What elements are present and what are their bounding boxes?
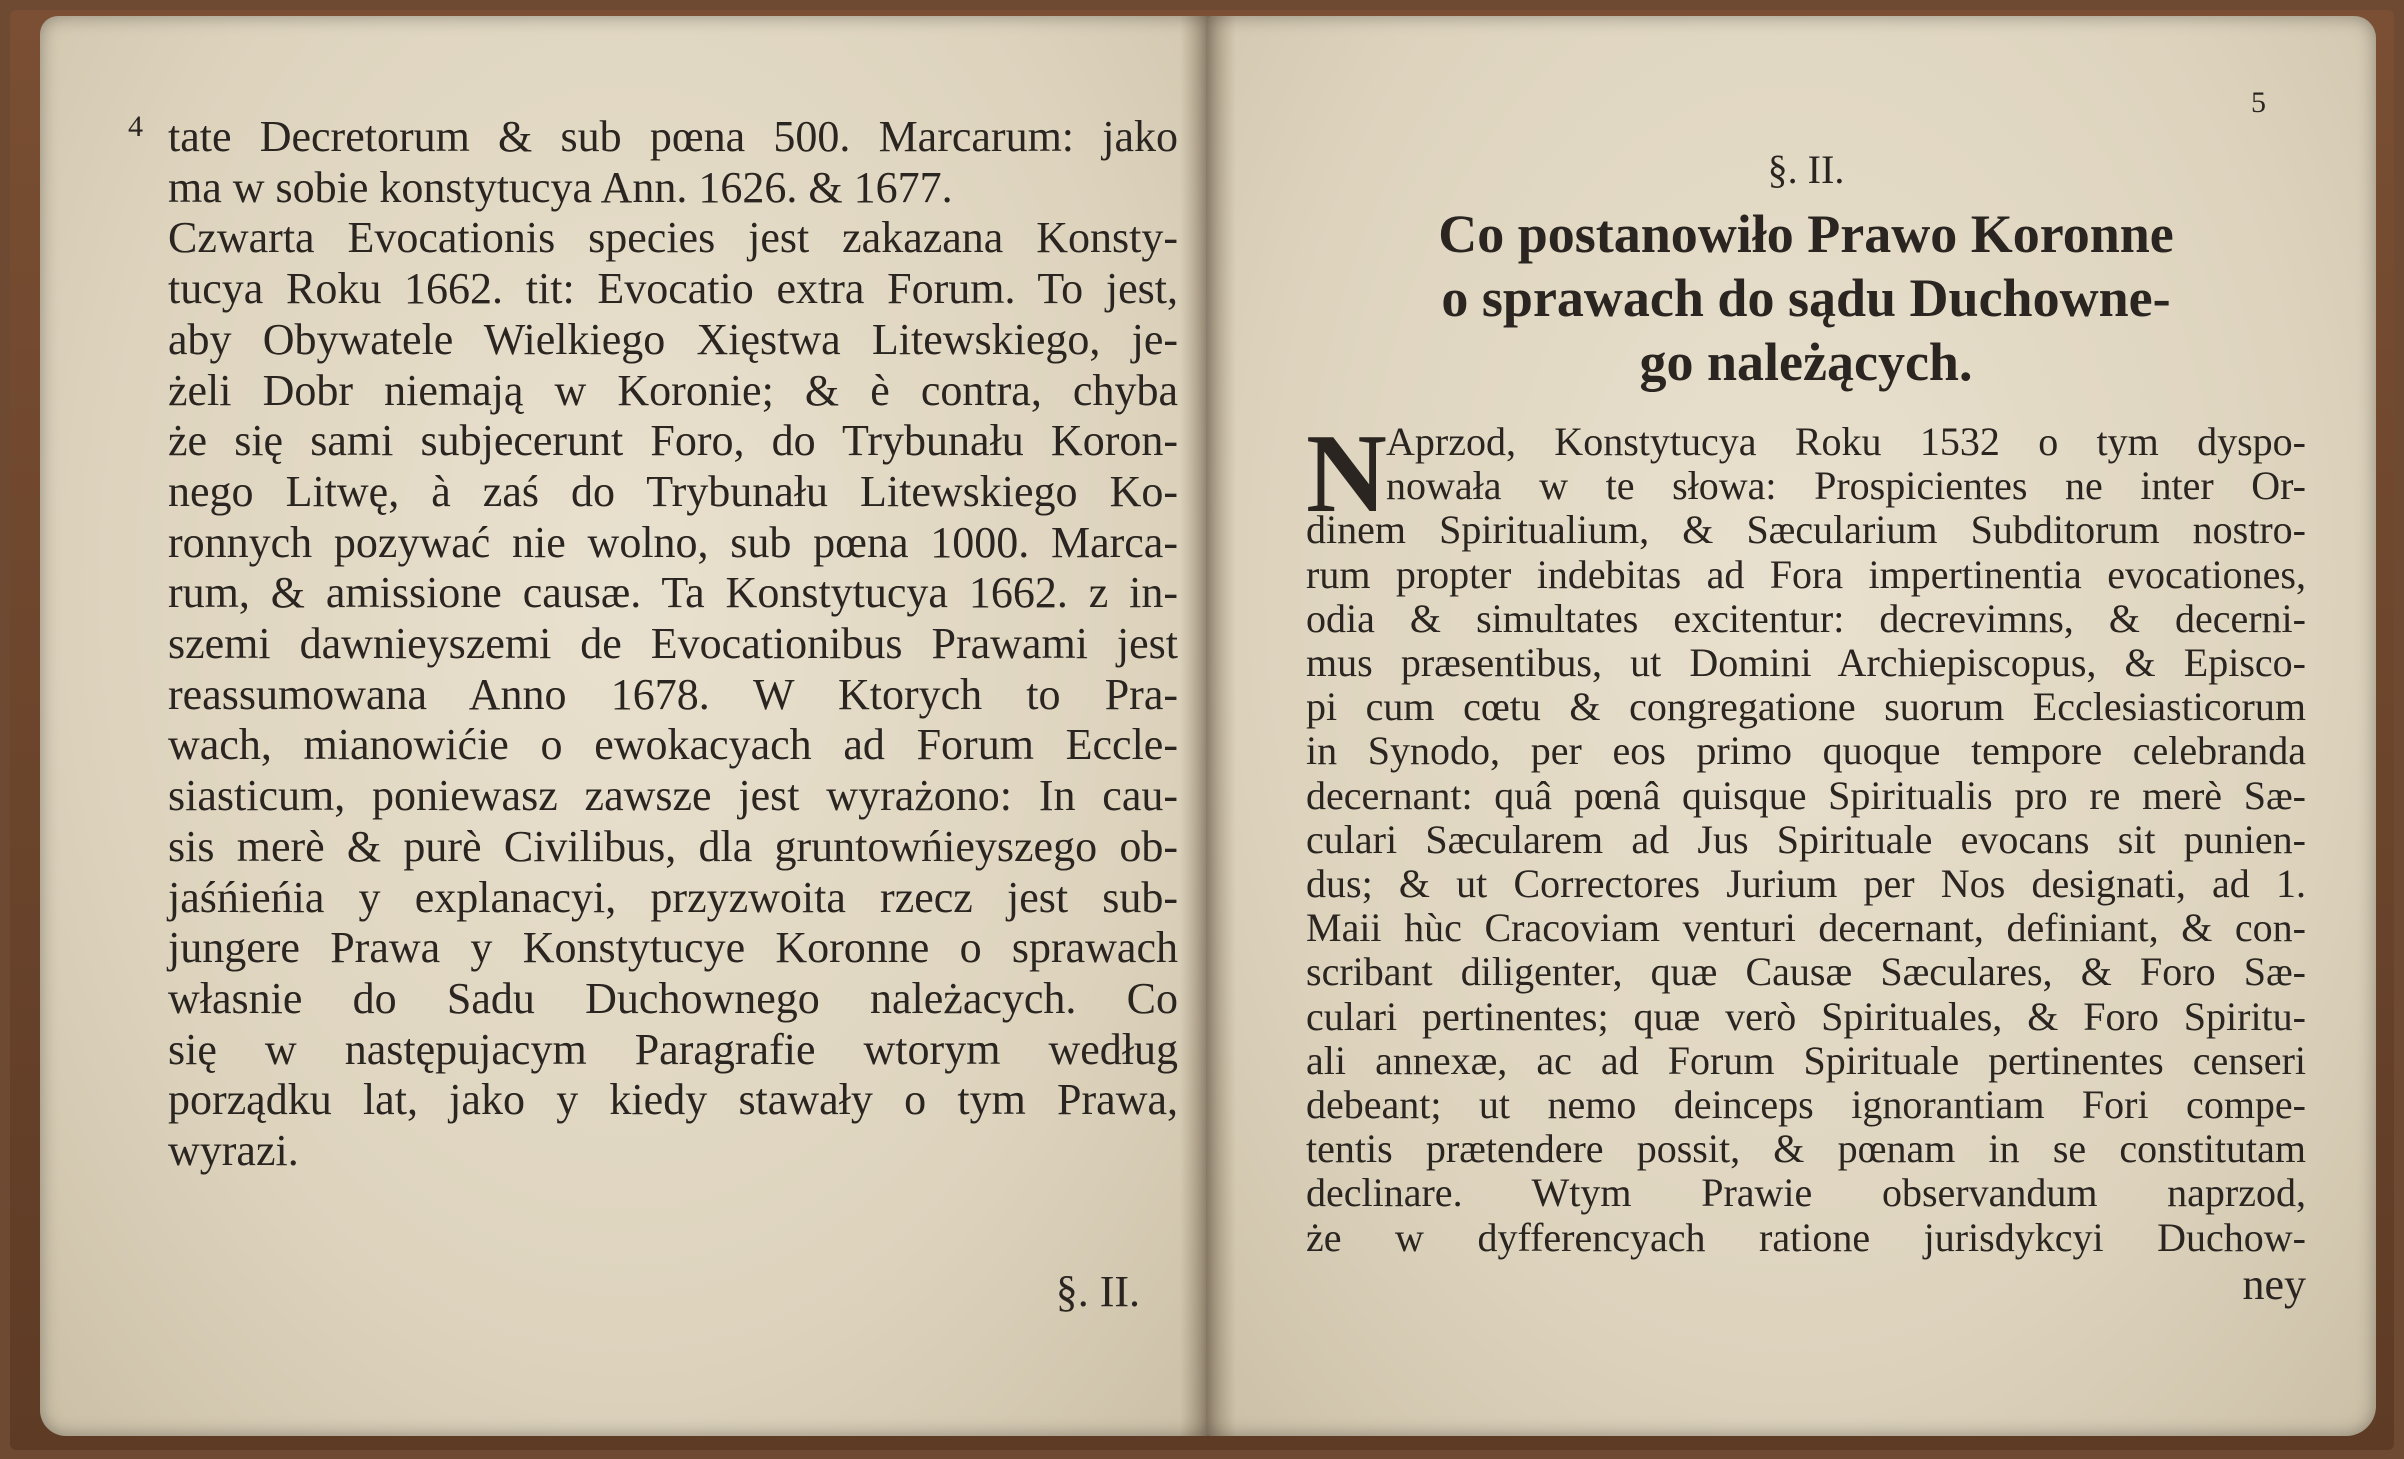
text-line: ronnych pozywać nie wolno, sub pœna 1000. Marca- xyxy=(168,517,1178,567)
left-page-text xyxy=(168,112,1178,1177)
text-line: żeli Dobr niemają w Koronie; & è contra, chyba xyxy=(168,365,1178,415)
right-page xyxy=(1206,16,2376,1436)
text-line: culari pertinentes; quæ verò Spirituales, & Foro Spiritu- xyxy=(1306,993,2306,1039)
text-line: rum, & amissione causæ. Ta Konstytucya 1662. z in- xyxy=(168,568,1178,618)
text-line: scribant diligenter, quæ Causæ Sæculares, & Foro Sæ- xyxy=(1306,949,2306,995)
text-line: że w dyfferencyach ratione jurisdykcyi Duchow- xyxy=(1306,1214,2306,1260)
left-section-mark: §. II. xyxy=(1055,1267,1140,1316)
text-line: jaśńieńia y explanacyi, przyzwoita rzecz jest sub- xyxy=(168,872,1178,922)
text-line: reassumowana Anno 1678. W Ktorych to Pra- xyxy=(168,669,1178,719)
right-page-number: 5 xyxy=(2251,86,2266,119)
text-line: debeant; ut nemo deinceps ignorantiam Fori compe- xyxy=(1306,1082,2306,1128)
text-line: jungere Prawa y Konstytucye Koronne o sprawach xyxy=(168,923,1178,973)
text-line: sis merè & purè Civilibus, dla gruntowńieyszego ob- xyxy=(168,821,1178,871)
book-gutter xyxy=(1180,16,1236,1436)
drop-cap: N xyxy=(1306,412,1387,536)
text-line: że się sami subjecerunt Foro, do Trybunału Koron- xyxy=(168,416,1178,466)
right-section-mark: §. II. xyxy=(1767,147,1845,192)
text-line: porządku lat, jako y kiedy stawały o tym Prawa, xyxy=(168,1075,1178,1125)
text-line: pi cum cœtu & congregatione suorum Ecclesiasticorum xyxy=(1306,684,2306,730)
text-line: ali annexæ, ac ad Forum Spirituale pertinentes censeri xyxy=(1306,1037,2306,1083)
text-line: mus præsentibus, ut Domini Archiepiscopus, & Episco- xyxy=(1306,640,2306,686)
text-line: aby Obywatele Wielkiego Xięstwa Litewskiego, je- xyxy=(168,314,1178,364)
catchword: ney xyxy=(2242,1259,2306,1309)
text-line: culari Sæcularem ad Jus Spirituale evocans sit punien- xyxy=(1306,816,2306,862)
left-page-number: 4 xyxy=(128,110,143,143)
text-line: się w następujacym Paragrafie wtorym według xyxy=(168,1024,1178,1074)
heading-line: o sprawach do sądu Duchowne- xyxy=(1441,268,2171,328)
text-line: siasticum, poniewasz zawsze jest wyrażono: In cau- xyxy=(168,771,1178,821)
text-line: wyrazi. xyxy=(168,1126,299,1176)
left-page xyxy=(40,16,1210,1436)
text-line: tate Decretorum & sub pœna 500. Marcarum: jako xyxy=(168,112,1178,161)
heading-line: go należących. xyxy=(1639,332,1973,392)
text-line: nowała w te słowa: Prospicientes ne inter Or- xyxy=(1386,463,2306,509)
text-line: ma w sobie konstytucya Ann. 1626. & 1677. xyxy=(168,162,953,212)
text-line: declinare. Wtym Prawie observandum naprzod, xyxy=(1306,1170,2306,1216)
text-line: dinem Spiritualium, & Sæcularium Subditorum nostro- xyxy=(1306,507,2306,553)
text-line: odia & simultates excitentur: decrevimns, & decerni- xyxy=(1306,595,2306,641)
right-page-text xyxy=(1306,144,2306,1310)
text-line: dus; & ut Correctores Jurium per Nos designati, ad 1. xyxy=(1306,861,2306,907)
text-line: nego Litwę, à zaś do Trybunału Litewskiego Ko- xyxy=(168,466,1178,516)
right-body xyxy=(1306,412,2306,1310)
text-line: szemi dawnieyszemi de Evocationibus Prawami jest xyxy=(168,619,1178,669)
text-line: Aprzod, Konstytucya Roku 1532 o tym dyspo- xyxy=(1386,419,2306,464)
text-line: wach, mianowićie o ewokacyach ad Forum Eccle- xyxy=(168,720,1178,770)
text-line: decernant: quâ pœnâ quisque Spiritualis pro re merè Sæ- xyxy=(1306,772,2306,818)
text-line: Czwarta Evocationis species jest zakazana Konsty- xyxy=(168,213,1178,263)
text-line: rum propter indebitas ad Fora impertinentia evocationes, xyxy=(1306,551,2306,597)
text-line: Maii hùc Cracoviam venturi decernant, definiant, & con- xyxy=(1306,905,2306,951)
section-heading xyxy=(1306,202,2306,394)
text-line: in Synodo, per eos primo quoque tempore celebranda xyxy=(1306,728,2306,774)
text-line: własnie do Sadu Duchownego należacych. Co xyxy=(168,973,1178,1023)
text-line: tentis prætendere possit, & pœnam in se constitutam xyxy=(1306,1126,2306,1172)
text-line: tucya Roku 1662. tit: Evocatio extra Forum. To jest, xyxy=(168,264,1178,314)
heading-line: Co postanowiło Prawo Koronne xyxy=(1438,204,2174,264)
